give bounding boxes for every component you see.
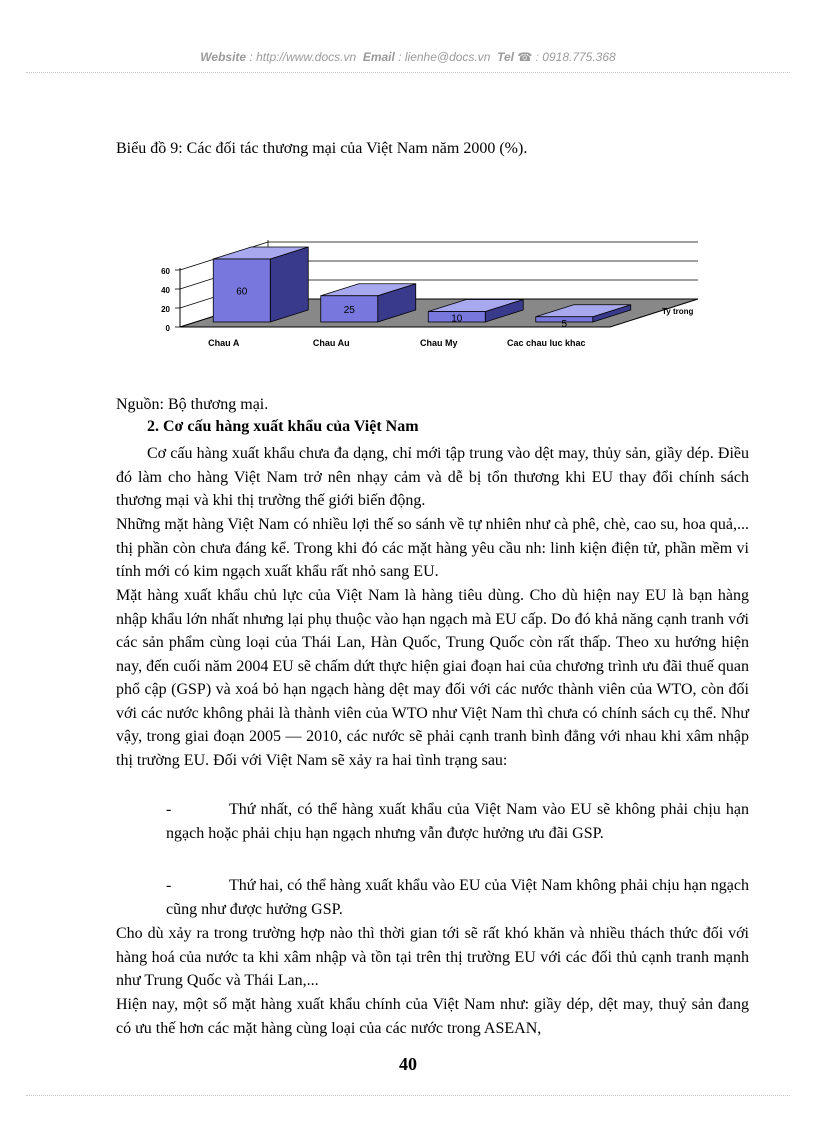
x-tick-label: Chau My xyxy=(419,338,458,348)
bullet-dash: - xyxy=(166,877,172,894)
page-number: 40 xyxy=(399,1054,417,1074)
email-value: : lienhe@docs.vn xyxy=(398,50,491,64)
bar-chart-3d xyxy=(150,215,710,355)
footer-divider xyxy=(26,1095,790,1096)
bullet-dash: - xyxy=(166,801,172,818)
x-tick-label: Chau Au xyxy=(312,338,350,348)
data-label: 5 xyxy=(561,318,568,330)
y-tick-label: 60 xyxy=(161,267,170,276)
section-heading: 2. Cơ cấu hàng xuất khẩu của Việt Nam xyxy=(147,418,419,435)
tel-value: ☎ : 0918.775.368 xyxy=(517,50,616,64)
header-divider xyxy=(26,72,790,73)
x-tick-label: Cac chau luc khac xyxy=(506,338,586,348)
tel-label: Tel xyxy=(497,50,514,64)
data-label: 25 xyxy=(343,304,355,316)
y-tick-label: 20 xyxy=(161,305,170,314)
website-label: Website xyxy=(200,50,247,64)
legend-label: Ty trong xyxy=(662,307,694,316)
paragraph-2: Những mặt hàng Việt Nam có nhiều lợi thế so sánh về tự nhiên như cà phê, chè, cao su, hoa quả,... thị phần còn chưa đáng kể. Trong khi đó các mặt hàng yêu cầu nh: linh kiện điện tử, phần mềm vi tính mới có kim ngạch xuất khẩu rất nhỏ sang EU. xyxy=(116,516,749,580)
paragraph-5: Hiện nay, một số mặt hàng xuất khẩu chính của Việt Nam như: giầy dép, dệt may, thuỷ sản đang có ưu thế hơn các mặt hàng cùng loại của các nước trong ASEAN, xyxy=(116,996,749,1037)
bullet-text: Thứ nhất, có thể hàng xuất khẩu của Việt Nam vào EU sẽ không phải chịu hạn ngạch hoặc phải chịu hạn ngạch nhưng vẫn được hưởng ưu đãi GSP. xyxy=(166,801,749,842)
y-tick-label: 40 xyxy=(161,286,170,295)
paragraph-4: Cho dù xảy ra trong trường hợp nào thì thời gian tới sẽ rất khó khăn và nhiều thách thức đối với hàng hoá của nước ta khi xâm nhập và tồn tại trên thị trường EU với các đối thủ cạnh tranh mạnh như Trung Quốc và Thái Lan,... xyxy=(116,925,749,989)
paragraph-3: Mặt hàng xuất khẩu chủ lực của Việt Nam là hàng tiêu dùng. Cho dù hiện nay EU là bạn hàng nhập khẩu lớn nhất nhưng lại phụ thuộc vào hạn ngạch mà EU cấp. Do đó khả năng cạnh tranh với các sản phẩm cùng loại của Thái Lan, Hàn Quốc, Trung Quốc còn rất thấp. Theo xu hướng hiện nay, đến cuối năm 2004 EU sẽ chấm dứt thực hiện giai đoạn hai của chương trình ưu đãi thuế quan phổ cập (GSP) và xoá bỏ hạn ngạch hàng dệt may đối với các nước thành viên của WTO, còn đối với các nước không phải là thành viên của WTO như Việt Nam thì chưa có chính sách cụ thể. Như vậy, trong giai đoạn 2005 — 2010, các nước sẽ phải cạnh tranh bình đẳng với nhau khi xâm nhập thị trường EU. Đối với Việt Nam sẽ xảy ra hai tình trạng sau: xyxy=(116,587,749,769)
y-tick-label: 0 xyxy=(165,324,170,333)
bar-1 xyxy=(213,247,308,322)
x-tick-label: Chau A xyxy=(208,338,240,348)
bullet-item-1 xyxy=(166,798,749,845)
page-header xyxy=(0,50,816,64)
data-label: 60 xyxy=(236,286,248,298)
bullet-text: Thứ hai, có thể hàng xuất khẩu vào EU của Việt Nam không phải chịu hạn ngạch cũng như được hưởng GSP. xyxy=(166,877,749,918)
data-label: 10 xyxy=(451,313,463,325)
bullet-item-2 xyxy=(166,874,749,921)
paragraph-1: Cơ cấu hàng xuất khẩu chưa đa dạng, chỉ mới tập trung vào dệt may, thủy sản, giầy dép. Điều đó làm cho hàng Việt Nam trở nên nhạy cảm và dễ bị tổn thương khi EU thay đổi chính sách thương mại và khi thị trường thế giới biến động. xyxy=(116,445,749,509)
source-note: Nguồn: Bộ thương mại. xyxy=(116,396,269,413)
website-value: : http://www.docs.vn xyxy=(249,50,357,64)
chart-caption: Biểu đồ 9: Các đối tác thương mại của Việt Nam năm 2000 (%). xyxy=(116,140,528,157)
email-label: Email xyxy=(362,50,395,64)
